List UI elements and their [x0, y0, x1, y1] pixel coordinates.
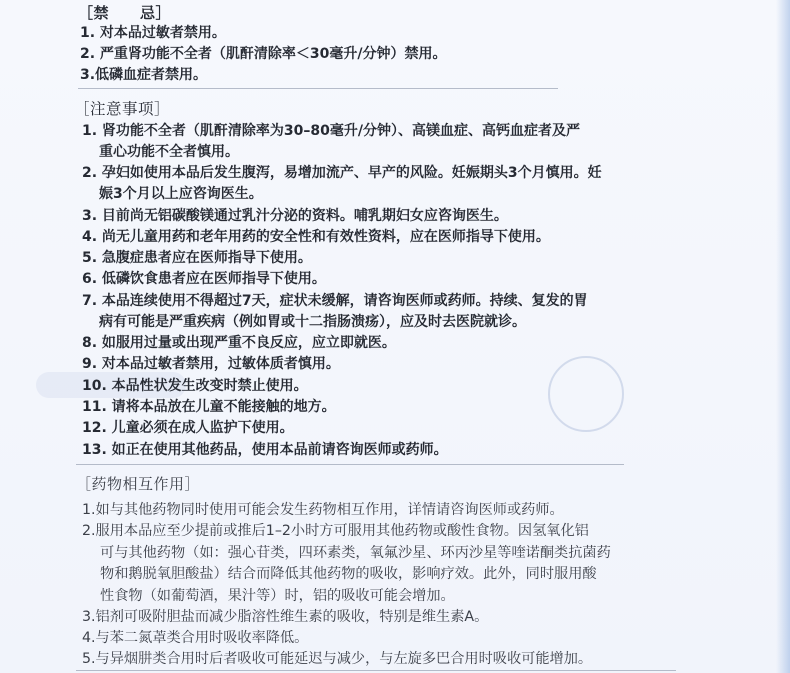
- precaution-line: 6. 低磷饮食患者应在医师指导下使用。: [82, 271, 326, 287]
- interaction-line: 1.如与其他药物同时使用可能会发生药物相互作用，详情请咨询医师或药师。: [82, 502, 564, 518]
- contraindication-item: 3.低磷血症者禁用。: [80, 67, 208, 83]
- interactions-heading: ［药物相互作用］: [76, 475, 201, 493]
- precaution-line: 11. 请将本品放在儿童不能接触的地方。: [82, 399, 336, 415]
- faded-seal-mark: [548, 356, 624, 432]
- interaction-line: 4.与苯二氮䓬类合用时吸收率降低。: [82, 630, 309, 646]
- precaution-line: 病有可能是严重疾病（例如胃或十二指肠溃疡），应及时去医院就诊。: [99, 314, 526, 330]
- interaction-line: 可与其他药物（如：强心苷类，四环素类，氧氟沙星、环丙沙星等喹诺酮类抗菌药: [100, 545, 611, 561]
- precaution-line: 10. 本品性状发生改变时禁止使用。: [82, 378, 308, 394]
- precaution-line: 8. 如服用过量或出现严重不良反应，应立即就医。: [82, 335, 396, 351]
- precaution-line: 5. 急腹症患者应在医师指导下使用。: [82, 250, 312, 266]
- contraindications-heading: ［禁 忌］: [78, 4, 172, 22]
- interaction-line: 性食物（如葡萄酒，果汁等）时，铝的吸收可能会增加。: [100, 588, 455, 604]
- precautions-heading: ［注意事项］: [74, 100, 171, 118]
- section-divider: [76, 464, 624, 465]
- contraindication-item: 2. 严重肾功能不全者（肌酐清除率＜30毫升/分钟）禁用。: [80, 46, 447, 62]
- interaction-line: 2.服用本品应至少提前或推后1–2小时方可服用其他药物或酸性食物。因氢氧化铝: [82, 523, 589, 539]
- section-divider: [78, 88, 558, 89]
- precaution-line: 重心功能不全者慎用。: [99, 144, 239, 160]
- precaution-line: 13. 如正在使用其他药品，使用本品前请咨询医师或药师。: [82, 442, 448, 458]
- precaution-line: 9. 对本品过敏者禁用，过敏体质者慎用。: [82, 356, 340, 372]
- precaution-line: 4. 尚无儿童用药和老年用药的安全性和有效性资料，应在医师指导下使用。: [82, 229, 550, 245]
- interaction-line: 3.铝剂可吸附胆盐而减少脂溶性维生素的吸收，特别是维生素A。: [82, 609, 489, 625]
- precaution-line: 2. 孕妇如使用本品后发生腹泻，易增加流产、早产的风险。妊娠期头3个月慎用。妊: [82, 165, 602, 181]
- precaution-line: 1. 肾功能不全者（肌酐清除率为30–80毫升/分钟）、高镁血症、高钙血症者及严: [82, 123, 581, 139]
- contraindication-item: 1. 对本品过敏者禁用。: [80, 25, 226, 41]
- section-divider: [76, 670, 676, 671]
- precaution-line: 3. 目前尚无铝碳酸镁通过乳汁分泌的资料。哺乳期妇女应咨询医生。: [82, 208, 508, 224]
- interaction-line: 5.与异烟肼类合用时后者吸收可能延迟与减少，与左旋多巴合用时吸收可能增加。: [82, 651, 593, 667]
- precaution-line: 娠3个月以上应咨询医生。: [99, 186, 263, 202]
- paper-edge-shadow: [776, 0, 790, 673]
- interaction-line: 物和鹅脱氧胆酸盐）结合而降低其他药物的吸收，影响疗效。此外，同时服用酸: [100, 566, 597, 582]
- precaution-line: 7. 本品连续使用不得超过7天，症状未缓解，请咨询医师或药师。持续、复发的胃: [82, 293, 588, 309]
- precaution-line: 12. 儿童必须在成人监护下使用。: [82, 420, 294, 436]
